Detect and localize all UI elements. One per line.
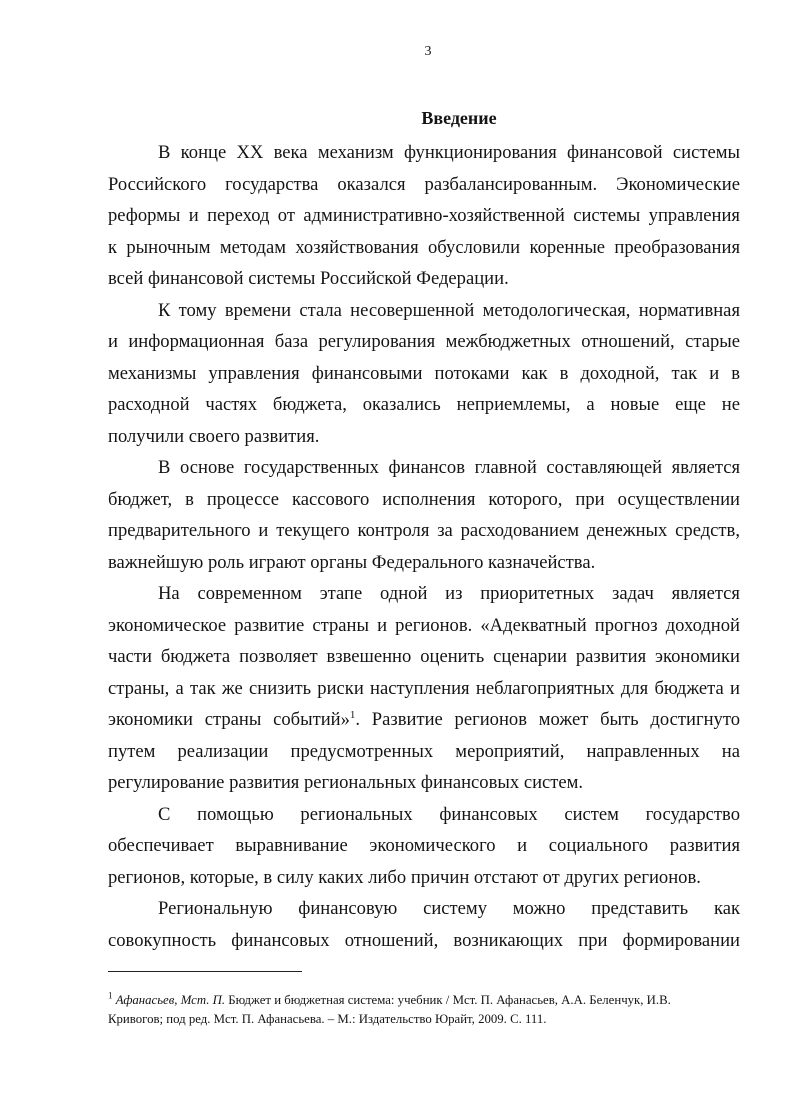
text-line: реформы и переход от административно-хозяйственной системы управления <box>108 205 740 226</box>
text-line: В основе государственных финансов главной составляющей является <box>158 457 740 478</box>
text-line-with-footnote <box>108 704 740 736</box>
text-segment: . Развитие регионов может быть достигнуто <box>355 709 741 730</box>
text-line: Российского государства оказался разбалансированным. Экономические <box>108 173 740 195</box>
footnote-author: Афанасьев, Мст. П. <box>115 993 226 1007</box>
footnote-line: Кривогов; под ред. Мст. П. Афанасьева. – М.: Издательство Юрайт, 2009. С. 111. <box>108 1012 547 1026</box>
footnote-reference[interactable]: 1 <box>349 708 356 721</box>
text-line: С помощью региональных финансовых систем государство <box>158 803 740 825</box>
text-line: механизмы управления финансовыми потоками как в доходной, так и в <box>108 362 740 384</box>
footnote-divider <box>108 971 302 972</box>
text-line: расходной частях бюджета, оказались неприемлемы, а новые еще не <box>108 394 740 415</box>
text-line: совокупность финансовых отношений, возникающих при формировании <box>108 929 740 951</box>
text-line: обеспечивает выравнивание экономического и социального развития <box>108 835 740 856</box>
text-line: и информационная база регулирования межбюджетных отношений, старые <box>108 331 740 352</box>
text-line: к рыночным методам хозяйствования обусловили коренные преобразования <box>108 236 740 258</box>
footnote <box>108 991 744 1029</box>
body-text <box>108 137 740 956</box>
text-line: путем реализации предусмотренных мероприятий, направленных на <box>108 740 740 762</box>
footnote-mark: 1 <box>108 990 113 1001</box>
page-number: 3 <box>424 44 432 59</box>
footnote-line <box>108 991 744 1010</box>
text-line: регулирование развития региональных финансовых систем. <box>108 772 584 793</box>
text-line: регионов, которые, в силу каких либо причин отстают от других регионов. <box>108 866 701 888</box>
text-line: всей финансовой системы Российской Федерации. <box>108 268 509 289</box>
footnote-text: Бюджет и бюджетная система: учебник / Мст. П. Афанасьев, А.А. Беленчук, И.В. <box>225 993 671 1007</box>
text-line: Региональную финансовую систему можно представить как <box>158 898 740 919</box>
text-line: В конце XX века механизм функционирования финансовой системы <box>158 142 740 163</box>
section-heading: Введение <box>421 108 497 128</box>
text-line: страны, а так же снизить риски наступления неблагоприятных для бюджета и <box>108 677 740 699</box>
text-line: предварительного и текущего контроля за расходованием денежных средств, <box>108 520 740 541</box>
text-line: бюджет, в процессе кассового исполнения которого, при осуществлении <box>108 488 740 510</box>
text-line: На современном этапе одной из приоритетных задач является <box>158 583 740 604</box>
text-line: важнейшую роль играют органы Федерального казначейства. <box>108 551 596 573</box>
text-line: получили своего развития. <box>108 425 320 447</box>
text-line: К тому времени стала несовершенной методологическая, нормативная <box>158 299 740 321</box>
text-segment: экономики страны событий» <box>108 709 350 730</box>
text-line: части бюджета позволяет взвешенно оценить сценарии развития экономики <box>108 646 740 667</box>
text-line: экономическое развитие страны и регионов. «Адекватный прогноз доходной <box>108 614 740 636</box>
